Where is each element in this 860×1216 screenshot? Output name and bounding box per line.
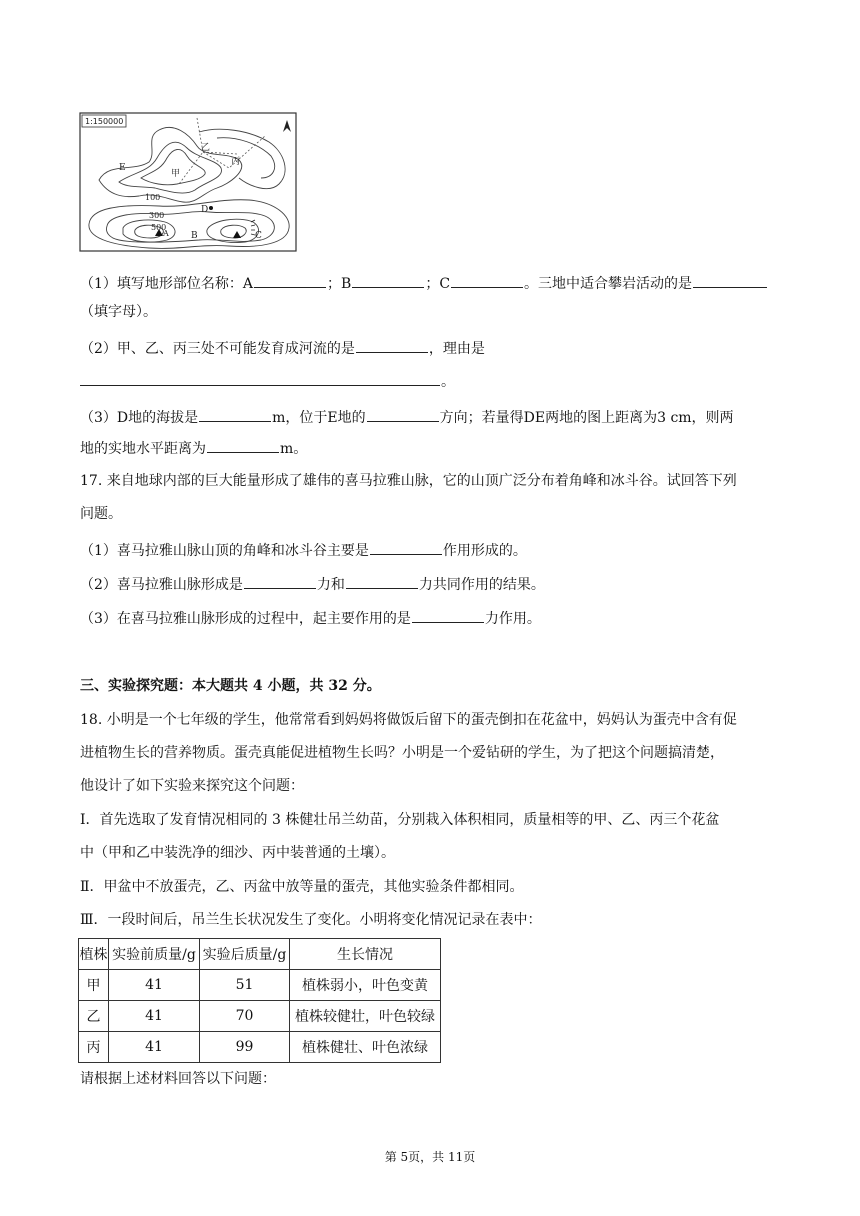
table-row (79, 970, 441, 1001)
contour-map-svg (79, 112, 297, 252)
table-header-cell: 植株 (79, 939, 109, 970)
point-d-marker (209, 206, 213, 210)
q18-line1: 18. 小明是一个七年级的学生，他常常看到妈妈将做饭后留下的蛋壳倒扣在花盆中，妈妈认为蛋壳中含有促 (80, 712, 737, 728)
table-cell: 植株较健壮，叶色较绿 (290, 1001, 441, 1032)
answer-blank[interactable] (451, 272, 523, 288)
label-100: 100 (145, 193, 161, 202)
table-cell: 甲 (79, 970, 109, 1001)
table-header-cell: 实验前质量/g (109, 939, 200, 970)
answer-blank[interactable] (346, 573, 418, 589)
q18-step1-line2: 中（甲和乙中装洗净的细沙、丙中装普通的土壤）。 (80, 845, 395, 861)
q17-stem-line2: 问题。 (80, 506, 122, 522)
q17-part2 (80, 573, 545, 595)
q16-p1-text-c: ；C (425, 276, 451, 292)
answer-blank[interactable] (367, 406, 439, 422)
table-cell: 乙 (79, 1001, 109, 1032)
contour-map (79, 112, 297, 252)
q17-part1 (80, 539, 527, 561)
table-header-cell: 生长情况 (290, 939, 441, 970)
map-scale: 1:150000 (85, 117, 124, 126)
q16-p1-text-d: 。三地中适合攀岩活动的是 (524, 276, 693, 292)
table-cell: 植株弱小，叶色变黄 (290, 970, 441, 1001)
q17-stem-line1: 17. 来自地球内部的巨大能量形成了雄伟的喜马拉雅山脉，它的山顶广泛分布着角峰和冰斗谷。试回答下列 (80, 473, 737, 489)
q18-step1-line1: Ⅰ．首先选取了发育情况相同的 3 株健壮吊兰幼苗，分别栽入体积相同，质量相等的甲、乙、丙三个花盆 (80, 812, 720, 828)
answer-blank[interactable] (244, 573, 316, 589)
table-row (79, 1001, 441, 1032)
q16-part2-reason (80, 370, 455, 392)
q16-p2-text-b: ，理由是 (428, 341, 485, 357)
q16-p3-text-b: m，位于E地的 (272, 410, 366, 426)
results-table (78, 938, 441, 1063)
q18-step2: Ⅱ．甲盆中不放蛋壳，乙、丙盆中放等量的蛋壳，其他实验条件都相同。 (80, 879, 524, 895)
q16-p3-text-d: 地的实地水平距离为 (80, 441, 206, 457)
q17-p3-text-b: 力作用。 (484, 611, 541, 627)
table-cell: 41 (109, 1032, 200, 1063)
label-e: E (119, 163, 126, 173)
q16-part2 (80, 337, 485, 359)
q17-p2-text-c: 力共同作用的结果。 (418, 577, 545, 593)
q17-p1-text-a: （1）喜马拉雅山脉山顶的角峰和冰斗谷主要是 (80, 543, 369, 559)
answer-blank[interactable] (352, 272, 424, 288)
label-300: 300 (149, 211, 165, 220)
q16-part3 (80, 406, 734, 428)
table-cell: 丙 (79, 1032, 109, 1063)
table-header-cell: 实验后质量/g (200, 939, 290, 970)
answer-blank[interactable] (370, 539, 442, 555)
q17-p3-text-a: （3）在喜马拉雅山脉形成的过程中，起主要作用的是 (80, 611, 411, 627)
q16-part1-cont: （填字母）。 (80, 304, 157, 320)
answer-blank[interactable] (412, 607, 484, 623)
table-cell: 70 (200, 1001, 290, 1032)
q18-line2: 进植物生长的营养物质。蛋壳真能促进植物生长吗？小明是一个爱钻研的学生，为了把这个问题搞清楚， (80, 745, 724, 761)
q16-p1-text-a: （1）填写地形部位名称：A (80, 276, 254, 292)
answer-blank[interactable] (199, 406, 271, 422)
table-cell: 51 (200, 970, 290, 1001)
q18-prompt: 请根据上述材料回答以下问题： (80, 1071, 276, 1087)
q18-step3: Ⅲ．一段时间后，吊兰生长状况发生了变化。小明将变化情况记录在表中： (80, 912, 542, 928)
q17-p2-text-a: （2）喜马拉雅山脉形成是 (80, 577, 243, 593)
table-cell: 99 (200, 1032, 290, 1063)
label-yi: 乙 (201, 143, 211, 153)
q16-p2-end: 。 (441, 374, 455, 390)
table-cell: 41 (109, 970, 200, 1001)
label-c: C (255, 231, 262, 241)
answer-blank[interactable] (254, 272, 326, 288)
q16-part1 (80, 272, 768, 294)
q16-part3-cont (80, 437, 307, 459)
q16-p2-text-a: （2）甲、乙、丙三处不可能发育成河流的是 (80, 341, 355, 357)
answer-blank[interactable] (207, 437, 279, 453)
label-a: A (163, 229, 169, 238)
label-d: D (201, 205, 209, 215)
table-cell: 41 (109, 1001, 200, 1032)
page-footer: 第 5页，共 11页 (384, 1150, 476, 1164)
q18-line3: 他设计了如下实验来探究这个问题： (80, 778, 304, 794)
q17-p2-text-b: 力和 (316, 577, 345, 593)
q16-p1-text-b: ；B (327, 276, 352, 292)
label-bing: 丙 (231, 157, 241, 167)
q16-p3-text-a: （3）D地的海拔是 (80, 410, 199, 426)
answer-blank[interactable] (356, 337, 428, 353)
q17-p1-text-b: 作用形成的。 (442, 543, 527, 559)
table-cell: 植株健壮、叶色浓绿 (290, 1032, 441, 1063)
answer-blank[interactable] (80, 370, 440, 386)
section-3-heading: 三、实验探究题：本大题共 4 小题，共 32 分。 (80, 678, 381, 694)
label-b: B (191, 231, 198, 241)
label-500: 500 (151, 223, 167, 232)
q17-part3 (80, 607, 541, 629)
table-header-row (79, 939, 441, 970)
table-row (79, 1032, 441, 1063)
q16-p3-text-e: m。 (280, 441, 308, 457)
q16-p3-text-c: 方向；若量得DE两地的图上距离为3 cm，则两 (439, 410, 734, 426)
label-jia: 甲 (171, 169, 181, 179)
answer-blank[interactable] (693, 272, 767, 288)
